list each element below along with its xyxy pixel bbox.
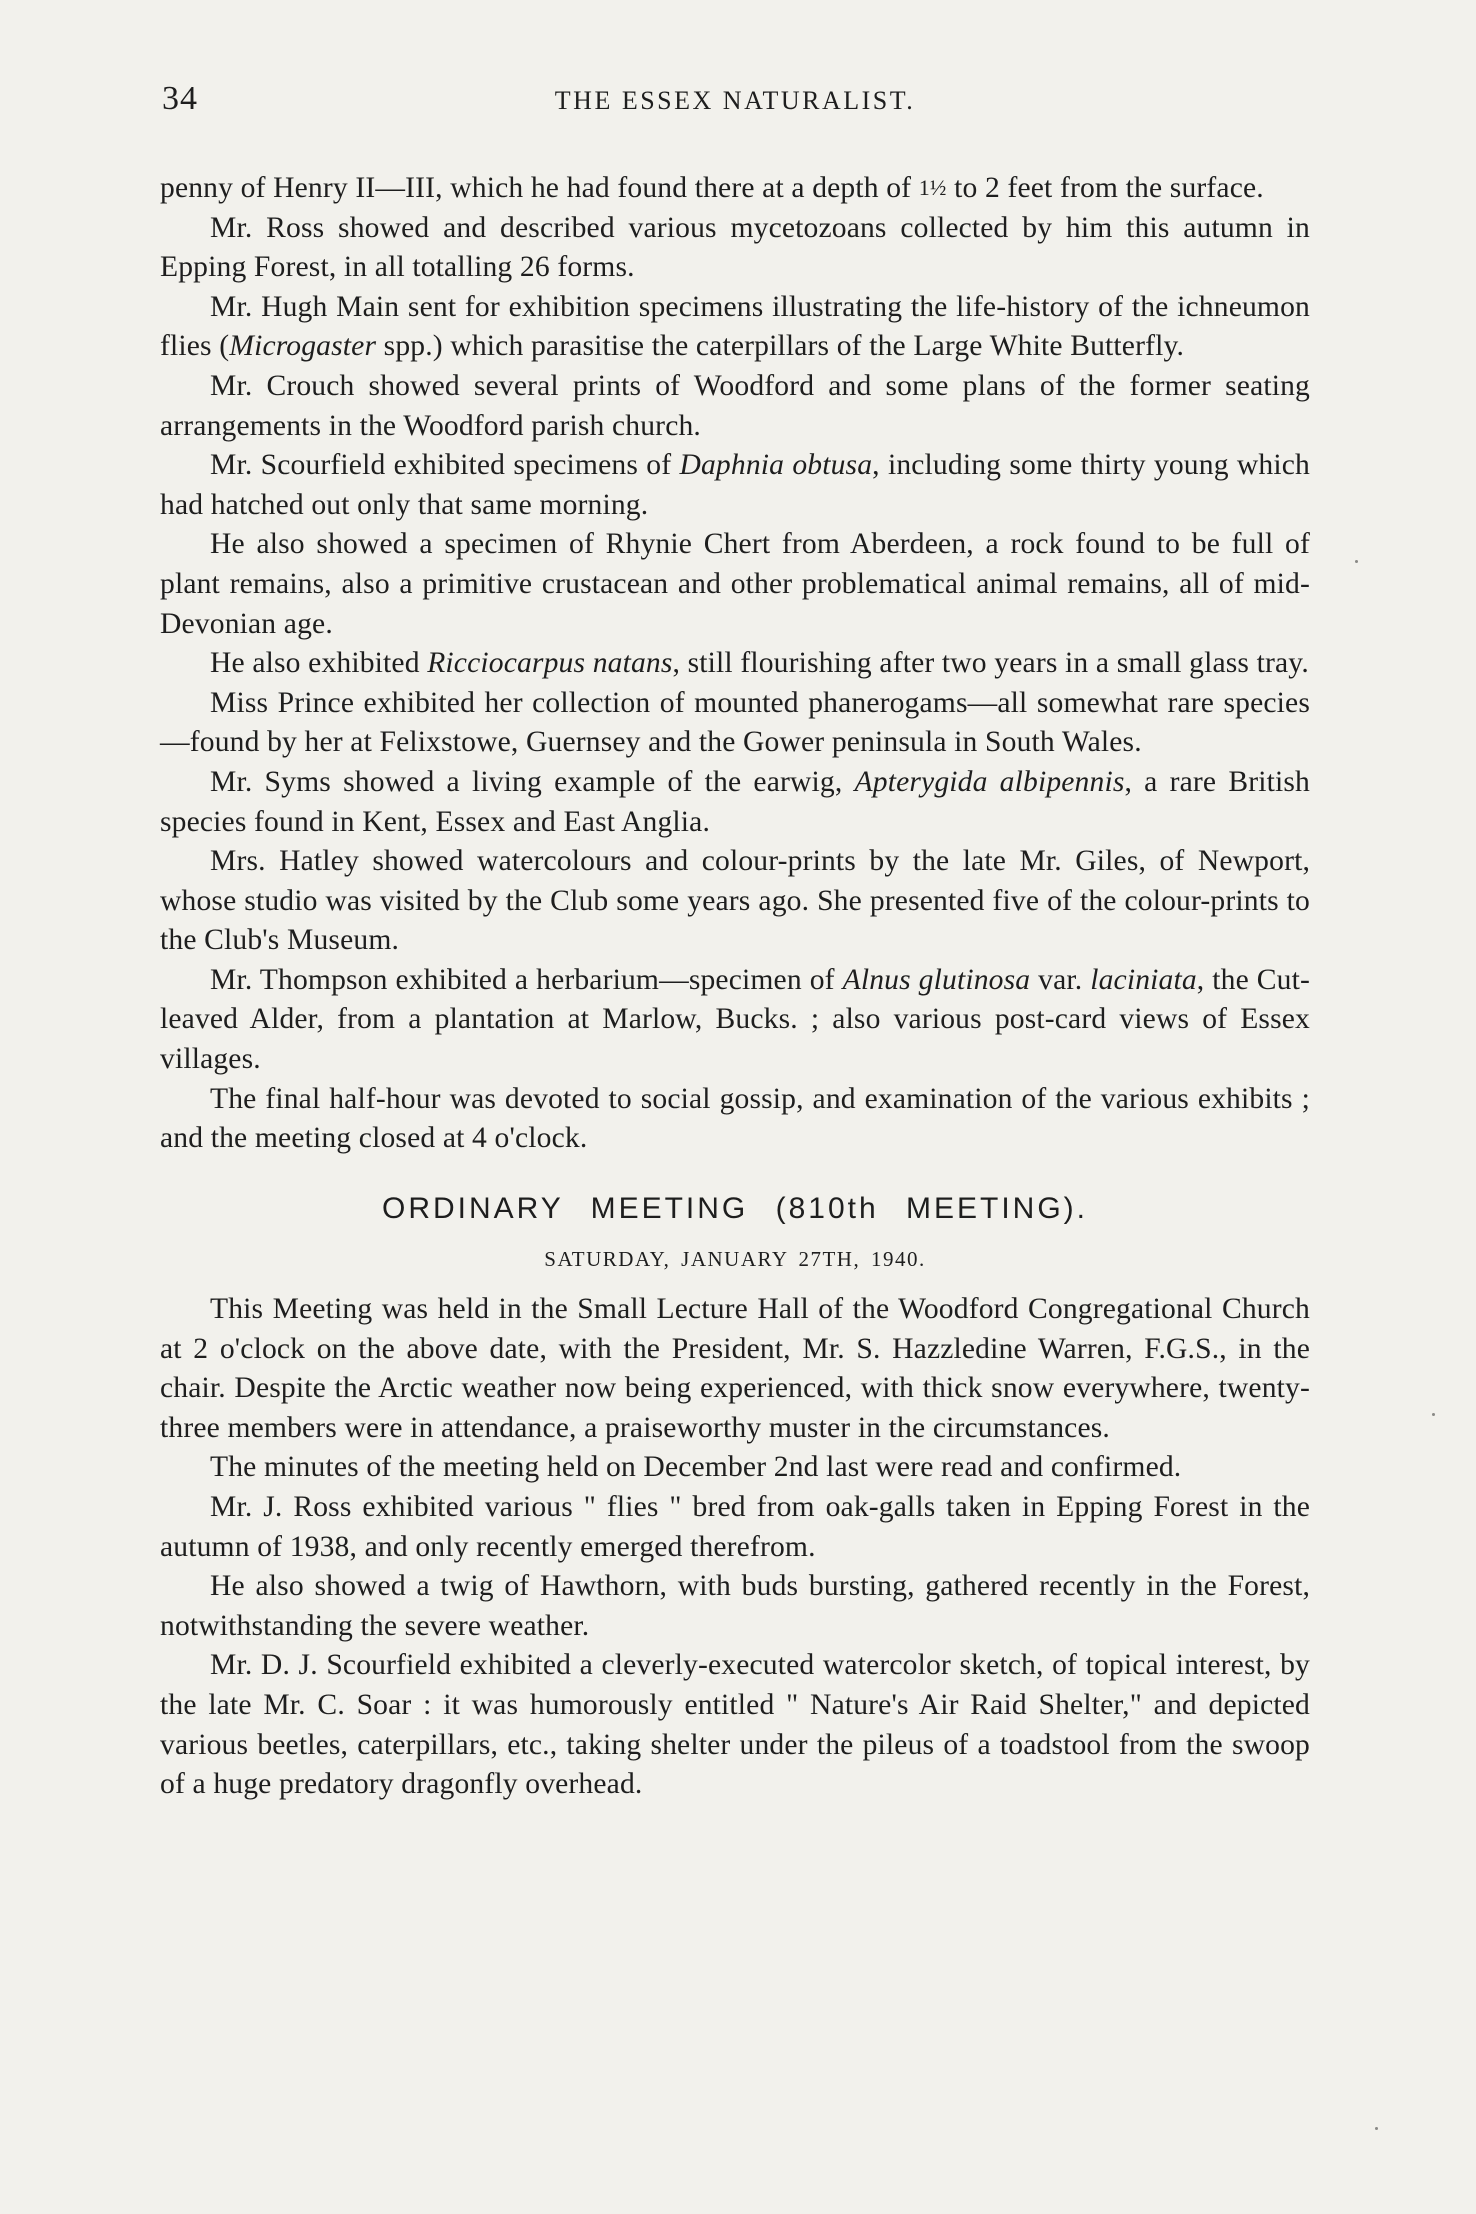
paragraph-meeting-held: This Meeting was held in the Small Lecture Hall of the Woodford Congregational Church at 2 o'clock on the above date, with the President, Mr. S. Hazzledine Warren, F.G.S., in the chair. Despite the Arctic weather now being experienced, with thick snow everywhere, twenty-three members were in attendance, a praiseworthy muster in the circumstances.: [160, 1293, 1310, 1444]
species-name: Ricciocarpus natans: [427, 647, 673, 680]
paragraph-closing: The final half-hour was devoted to social gossip, and examination of the various exhibits ; and the meeting closed at 4 o'clock.: [160, 1082, 1310, 1155]
paragraph-scourfield-daphnia: Mr. Scourfield exhibited specimens of Daphnia obtusa, including some thirty young which had hatched out only that same morning.: [160, 449, 1310, 521]
paragraph-crouch-prints: Mr. Crouch showed several prints of Woodford and some plans of the former seating arrangements in the Woodford parish church.: [160, 369, 1310, 442]
paper-speck: [1375, 2127, 1378, 2130]
paragraph-hawthorn: He also showed a twig of Hawthorn, with buds bursting, gathered recently in the Forest, notwithstanding the severe weather.: [160, 1570, 1310, 1642]
fraction: 1½: [918, 175, 947, 200]
journal-title: THE ESSEX NATURALIST.: [554, 86, 916, 115]
species-name: Apterygida albipennis: [854, 765, 1125, 798]
species-name: Alnus glutinosa: [842, 963, 1031, 996]
paragraph-prince-phanerogams: Miss Prince exhibited her collection of mounted phanerogams—all somewhat rare species—found by her at Felixstowe, Guernsey and the Gower peninsula in South Wales.: [160, 686, 1310, 759]
paragraph-main-ichneumon: Mr. Hugh Main sent for exhibition specimens illustrating the life-history of the ichneumon flies (Microgaster spp.) which parasitise the caterpillars of the Large White Butterfly.: [160, 290, 1310, 363]
paragraph-penny: penny of Henry II—III, which he had found there at a depth of 1½ to 2 feet from the surface.: [160, 172, 1264, 204]
paper-speck: [1355, 560, 1358, 563]
document-page: [160, 80, 1310, 1805]
species-name: Microgaster: [229, 330, 377, 363]
page-number: 34: [162, 80, 198, 117]
species-name: Daphnia obtusa: [679, 449, 873, 482]
paper-speck: [1432, 1413, 1435, 1416]
paragraph-ross-flies: Mr. J. Ross exhibited various " flies " bred from oak-galls taken in Epping Forest in the autumn of 1938, and only recently emerged therefrom.: [160, 1491, 1310, 1563]
paragraph-syms-earwig: Mr. Syms showed a living example of the earwig, Apterygida albipennis, a rare British species found in Kent, Essex and East Anglia.: [160, 765, 1310, 838]
section-heading: ORDINARY MEETING (810th MEETING).: [382, 1191, 1088, 1225]
meeting-heading-block: [160, 1189, 1310, 1280]
paragraph-scourfield-sketch: Mr. D. J. Scourfield exhibited a cleverly-executed watercolor sketch, of topical interest, by the late Mr. C. Soar : it was humorously entitled " Nature's Air Raid Shelter," and depicted various beetles, caterpillars, etc., taking shelter under the pileus of a toadstool from the swoop of a huge predatory dragonfly overhead.: [160, 1649, 1310, 1801]
meeting-report: [160, 1290, 1310, 1805]
paragraph-thompson-herbarium: Mr. Thompson exhibited a herbarium—specimen of Alnus glutinosa var. laciniata, the Cut-leaved Alder, from a plantation at Marlow, Bucks. ; also various post-card views of Essex villages.: [160, 963, 1311, 1076]
variety-name: laciniata: [1090, 963, 1197, 996]
body-text: [160, 168, 1310, 1805]
running-head: [160, 80, 1310, 140]
paragraph-minutes: The minutes of the meeting held on December 2nd last were read and confirmed.: [210, 1451, 1182, 1484]
paragraph-ricciocarpus: He also exhibited Ricciocarpus natans, still flourishing after two years in a small glass tray.: [210, 647, 1309, 680]
paragraph-ross-mycetozoans: Mr. Ross showed and described various mycetozoans collected by him this autumn in Epping Forest, in all totalling 26 forms.: [160, 211, 1310, 284]
paragraph-rhynie-chert: He also showed a specimen of Rhynie Chert from Aberdeen, a rock found to be full of plant remains, also a primitive crustacean and other problematical animal remains, all of mid-Devonian age.: [160, 528, 1310, 640]
meeting-date: SATURDAY, JANUARY 27TH, 1940.: [544, 1247, 926, 1272]
paragraph-hatley-watercolours: Mrs. Hatley showed watercolours and colour-prints by the late Mr. Giles, of Newport, whose studio was visited by the Club some years ago. She presented five of the colour-prints to the Club's Museum.: [160, 845, 1310, 957]
